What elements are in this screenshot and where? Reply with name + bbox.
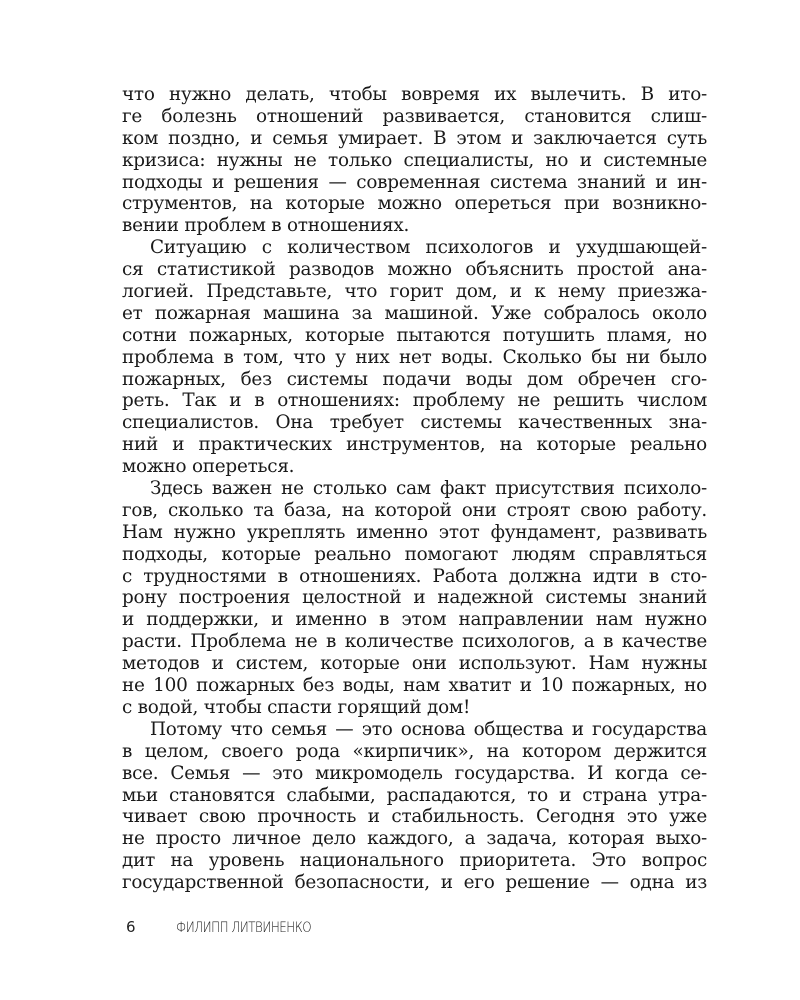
text-line: сотни пожарных, которые пытаются потушить пламя, но (122, 324, 707, 346)
text-line: методов и систем, которые они используют. Нам нужны (122, 653, 707, 675)
page-footer (126, 918, 341, 942)
text-line: не 100 пожарных без воды, нам хватит и 10 пожарных, но (122, 675, 707, 697)
text-line: гов, сколько та база, на которой они строят свою работу. (122, 499, 707, 521)
text-line: чивает свою прочность и стабильность. Сегодня это уже (122, 806, 707, 828)
text-line: Ситуацию с количеством психологов и ухудшающей- (150, 237, 707, 259)
text-line: ет пожарная машина за машиной. Уже собралось около (122, 302, 707, 324)
text-line: струментов, на которые можно опереться при возникно- (122, 193, 707, 215)
running-author: ФИЛИПП ЛИТВИНЕНКО (176, 920, 312, 936)
text-line: подходы и решения — современная система знаний и ин- (122, 171, 707, 193)
text-line: Потому что семья — это основа общества и государства (150, 718, 707, 740)
text-line: не просто личное дело каждого, а задача, которая выхо- (122, 828, 707, 850)
text-line: логией. Представьте, что горит дом, и к нему приезжа- (122, 281, 707, 303)
text-line: рону построения целостной и надежной системы знаний (122, 587, 707, 609)
text-line: специалистов. Она требует системы качественных зна- (122, 412, 707, 434)
text-line: вении проблем в отношениях. (122, 215, 410, 237)
text-line: все. Семья — это микромодель государства. И когда се- (122, 762, 707, 784)
text-line: ний и практических инструментов, на которые реально (122, 434, 707, 456)
text-line: мьи становятся слабыми, распадаются, то и страна утра- (122, 784, 707, 806)
text-line: с трудностями в отношениях. Работа должна идти в сто- (122, 565, 707, 587)
text-line: реть. Так и в отношениях: проблему не решить числом (122, 390, 707, 412)
text-line: и поддержки, и именно в этом направлении нам нужно (122, 609, 707, 631)
text-line: что нужно делать, чтобы вовремя их вылечить. В ито- (122, 84, 707, 105)
text-line: ге болезнь отношений развивается, становится слиш- (122, 105, 707, 127)
text-line: можно опереться. (122, 456, 295, 478)
text-line: пожарных, без системы подачи воды дом обречен сго- (122, 368, 707, 390)
text-line: государственной безопасности, и его решение — одна из (122, 872, 707, 894)
text-line: ком поздно, и семья умирает. В этом и заключается суть (122, 127, 707, 149)
text-line: дит на уровень национального приоритета. Это вопрос (122, 850, 707, 872)
text-line: Нам нужно укреплять именно этот фундамент, развивать (122, 521, 707, 543)
text-line: в целом, своего рода «кирпичик», на котором держится (122, 740, 707, 762)
page-number: 6 (126, 918, 136, 936)
text-line: расти. Проблема не в количестве психологов, а в качестве (122, 631, 707, 653)
text-line: кризиса: нужны не только специалисты, но и системные (122, 149, 707, 171)
text-line: подходы, которые реально помогают людям справляться (122, 543, 707, 565)
text-line: с водой, чтобы спасти горящий дом! (122, 696, 471, 718)
body-text (122, 84, 707, 894)
text-line: проблема в том, что у них нет воды. Сколько бы ни было (122, 346, 707, 368)
text-line: ся статистикой разводов можно объяснить простой ана- (122, 259, 707, 281)
text-line: Здесь важен не столько сам факт присутствия психоло- (150, 478, 707, 500)
